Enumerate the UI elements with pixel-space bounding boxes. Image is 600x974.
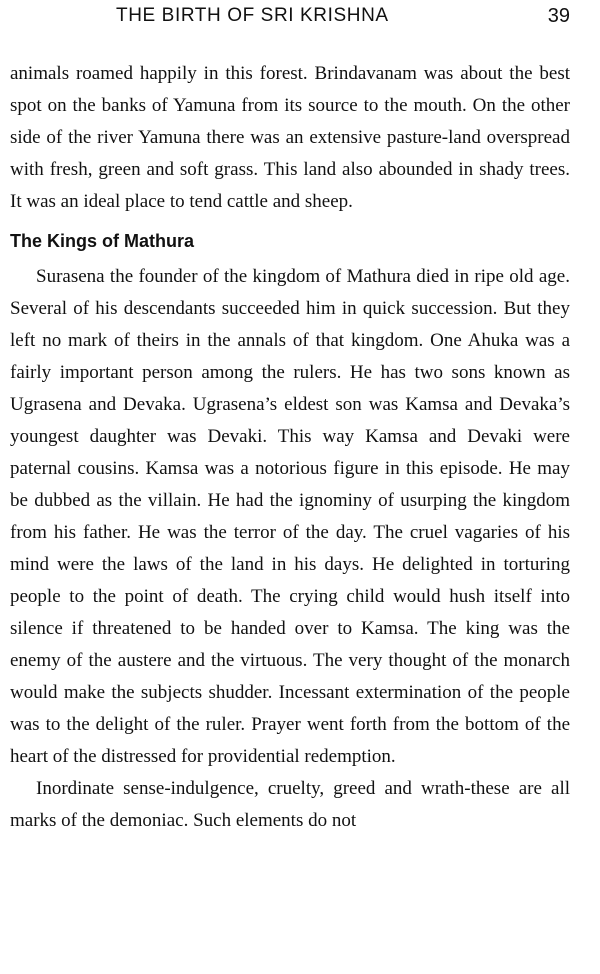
- paragraph-demoniac: Inordinate sense-indulgence, cruelty, greed and wrath-these are all marks of the demoniac. Such elements do not: [10, 778, 570, 831]
- running-header: [0, 4, 600, 28]
- section-heading: The Kings of Mathura: [10, 231, 194, 251]
- page-number: 39: [547, 5, 570, 27]
- body-text: [10, 58, 570, 837]
- running-title: THE BIRTH OF SRI KRISHNA: [116, 5, 389, 26]
- paragraph-kings: Surasena the founder of the kingdom of Mathura died in ripe old age. Several of his descendants succeeded him in quick succession. But they left no mark of theirs in the annals of that kingdom. One Ahuka was a fairly important person among the rulers. He has two sons known as Ugrasena and Devaka. Ugrasena’s eldest son was Kamsa and Devaka’s youngest daughter was Devaki. This way Kamsa and Devaki were paternal cousins. Kamsa was a notorious figure in this episode. He may be dubbed as the villain. He had the ignominy of usurping the kingdom from his father. He was the terror of the day. The cruel vagaries of his mind were the laws of the land in his days. He delighted in torturing people to the point of death. The crying child would hush itself into silence if threatened to be handed over to Kamsa. The king was the enemy of the austere and the virtuous. The very thought of the monarch would make the subjects shudder. Incessant extermination of the people was to the delight of the ruler. Prayer went forth from the bottom of the heart of the distressed for providential redemption.: [10, 266, 570, 767]
- paragraph-forest: animals roamed happily in this forest. Brindavanam was about the best spot on the banks of Yamuna from its source to the mouth. On the other side of the river Yamuna there was an extensive pasture-land overspread with fresh, green and soft grass. This land also abounded in shady trees. It was an ideal place to tend cattle and sheep.: [10, 63, 570, 212]
